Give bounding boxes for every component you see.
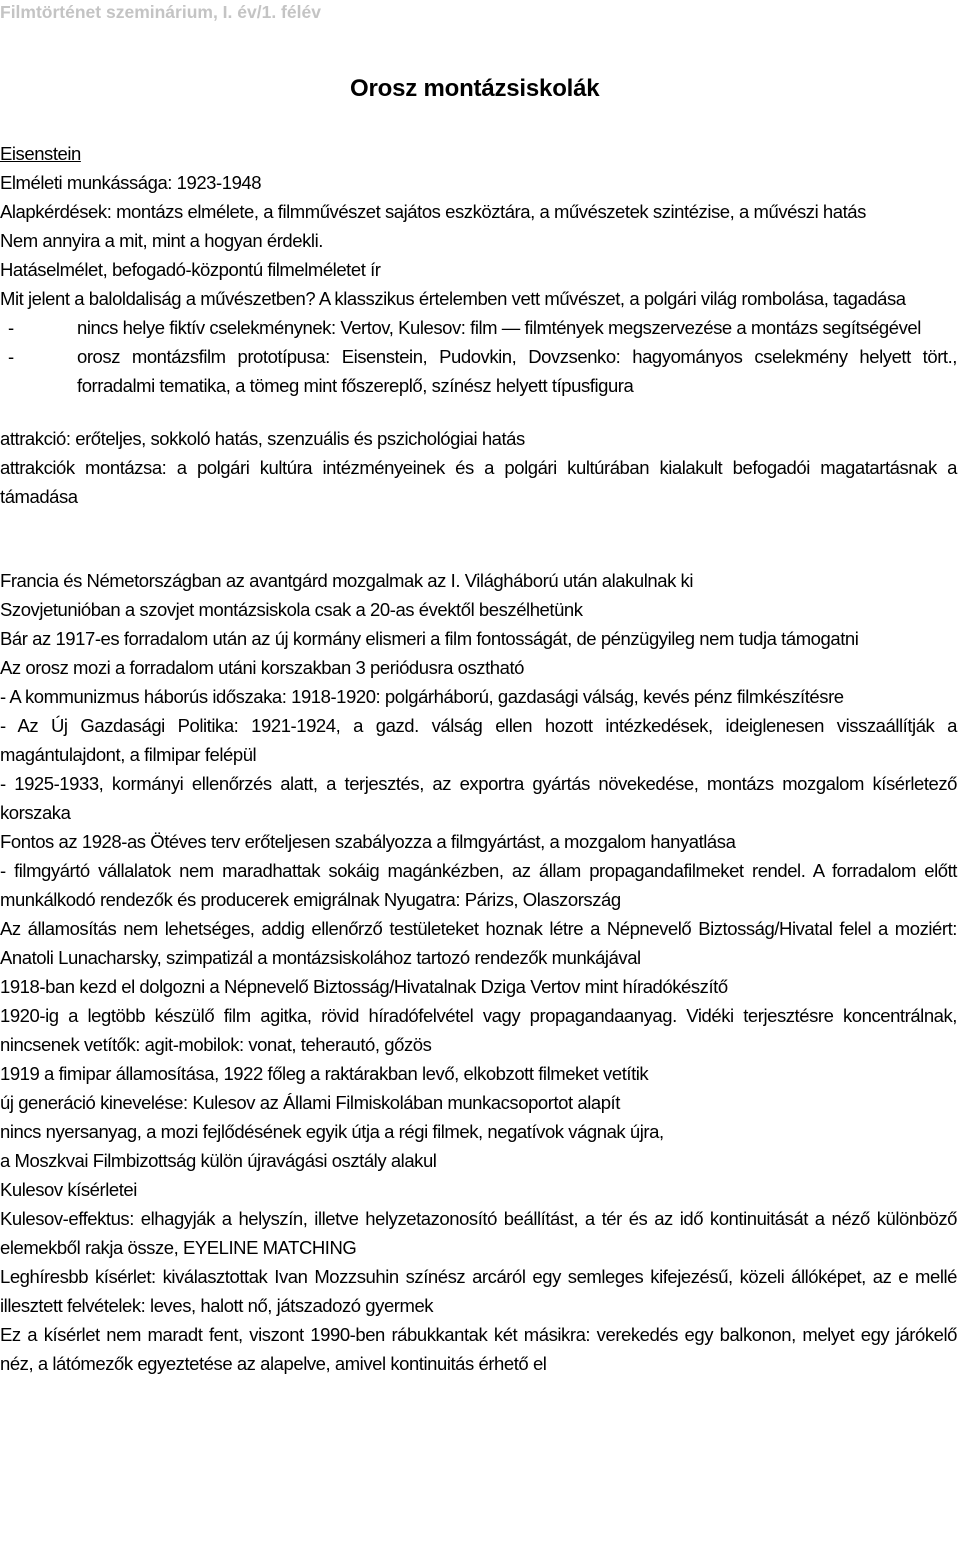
paragraph: 1920-ig a legtöbb készülő film agitka, rövid híradófelvétel vagy propagandaanyag. Vidéki terjesztésre koncentrálnak, nincsenek vetítők: agit-mobilok: vonat, teherautó, gőzös — [0, 1005, 957, 1055]
paragraph: 1918-ban kezd el dolgozni a Népnevelő Biztosság/Hivatalnak Dziga Vertov mint híradókészítő — [0, 976, 728, 997]
paragraph: - A kommunizmus háborús időszaka: 1918-1920: polgárháború, gazdasági válság, kevés pénz filmkészítésre — [0, 686, 844, 707]
paragraph: Leghíresbb kísérlet: kiválasztottak Ivan Mozzsuhin színész arcáról egy semleges kifejezésű, közeli állóképet, az e mellé illesztett felvételek: leves, halott nő, játszadozó gyermek — [0, 1266, 957, 1316]
spacer — [0, 511, 957, 566]
paragraph: a Moszkvai Filmbizottság külön újravágási osztály alakul — [0, 1150, 437, 1171]
spacer — [0, 400, 957, 424]
paragraph: Francia és Németországban az avantgárd mozgalmak az I. Világháború után alakulnak ki — [0, 570, 694, 591]
bullet-item — [0, 313, 957, 342]
bullet-text: orosz montázsfilm prototípusa: Eisenstein, Pudovkin, Dovzsenko: hagyományos cselekmény helyett tört., forradalmi tematika, a tömeg mint főszereplő, színész helyett típusfigura — [77, 346, 957, 396]
paragraph: nincs nyersanyag, a mozi fejlődésének egyik útja a régi filmek, negatívok vágnak újra, — [0, 1121, 664, 1142]
paragraph: Szovjetunióban a szovjet montázsiskola csak a 20-as évektől beszélhetünk — [0, 599, 583, 620]
paragraph: - Az Új Gazdasági Politika: 1921-1924, a gazd. válság ellen hozott intézkedések, ideiglenesen visszaállítják a magántulajdont, a filmipar felépül — [0, 715, 957, 765]
dash-marker: - — [8, 346, 14, 367]
paragraph: Fontos az 1928-as Ötéves terv erőteljesen szabályozza a filmgyártást, a mozgalom hanyatlása — [0, 831, 736, 852]
paragraph: Az orosz mozi a forradalom utáni korszakban 3 periódusra osztható — [0, 657, 524, 678]
paragraph: Mit jelent a baloldaliság a művészetben? A klasszikus értelemben vett művészet, a polgári világ rombolása, tagadása — [0, 288, 906, 309]
paragraph: - filmgyártó vállalatok nem maradhattak sokáig magánkézben, az állam propagandafilmeket rendel. A forradalom előtt munkálkodó rendezők és producerek emigrálnak Nyugatra: Párizs, Olaszország — [0, 860, 957, 910]
bullet-item — [0, 342, 957, 400]
paragraph: - 1925-1933, kormányi ellenőrzés alatt, a terjesztés, az exportra gyártás növekedése, montázs mozgalom kísérletező korszaka — [0, 773, 957, 823]
document-body — [0, 139, 957, 1378]
course-header: Filmtörténet szeminárium, I. év/1. félév — [0, 2, 321, 22]
paragraph: Bár az 1917-es forradalom után az új kormány elismeri a film fontosságát, de pénzügyileg nem tudja támogatni — [0, 628, 859, 649]
eisenstein-link[interactable]: Eisenstein — [0, 143, 81, 164]
paragraph: Az államosítás nem lehetséges, addig ellenőrző testületeket hoznak létre a Népnevelő Biztosság/Hivatal felel a moziért: Anatoli Lunacharsky, szimpatizál a montázsiskolához tartozó rendezők munkájával — [0, 918, 957, 968]
paragraph: Alapkérdések: montázs elmélete, a filmművészet sajátos eszköztára, a művészetek szintézise, a művészi hatás — [0, 201, 866, 222]
page-title: Orosz montázsiskolák — [350, 75, 600, 102]
paragraph: Hatáselmélet, befogadó-központú filmelméletet ír — [0, 259, 381, 280]
paragraph: Ez a kísérlet nem maradt fent, viszont 1990-ben rábukkantak két másikra: verekedés egy balkonon, melyet egy járókelő néz, a látómezők egyeztetése az alapelve, amivel kontinuitás érhető el — [0, 1324, 957, 1374]
paragraph: 1919 a fimipar államosítása, 1922 főleg a raktárakban levő, elkobzott filmeket vetítik — [0, 1063, 649, 1084]
paragraph: Elméleti munkássága: 1923-1948 — [0, 172, 262, 193]
history-section — [0, 566, 957, 1378]
bullet-text: nincs helye fiktív cselekménynek: Vertov, Kulesov: film — filmtények megszervezése a montázs segítségével — [77, 317, 921, 338]
paragraph: attrakció: erőteljes, sokkoló hatás, szenzuális és pszichológiai hatás — [0, 428, 525, 449]
paragraph: Kulesov kísérletei — [0, 1179, 137, 1200]
paragraph: attrakciók montázsa: a polgári kultúra intézményeinek és a polgári kultúrában kialakult befogadói magatartásnak a támadása — [0, 457, 957, 507]
paragraph: Nem annyira a mit, mint a hogyan érdekli. — [0, 230, 323, 251]
paragraph: Kulesov-effektus: elhagyják a helyszín, illetve helyzetazonosító beállítást, a tér és az idő kontinuitását a néző különböző elemekből rakja össze, EYELINE MATCHING — [0, 1208, 957, 1258]
dash-marker: - — [8, 317, 14, 338]
paragraph: új generáció kinevelése: Kulesov az Állami Filmiskolában munkacsoportot alapít — [0, 1092, 620, 1113]
